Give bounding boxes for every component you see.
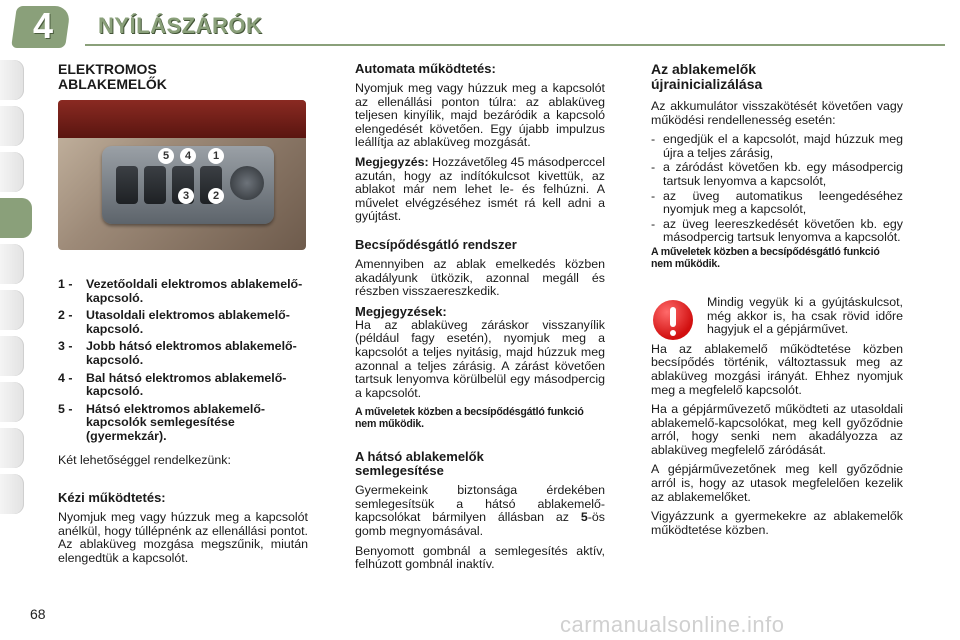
chapter-tab[interactable]: [0, 428, 24, 468]
rear-lock-text-2: Benyomott gombnál a semlegesítés aktív, felhúzott gombnál inaktív.: [355, 543, 605, 572]
page-number: 68: [30, 606, 46, 622]
column-1: [58, 62, 308, 572]
disabled-note: A műveletek közben a becsípődésgátló funkció nem működik.: [355, 406, 584, 431]
list-item: 5 - Hátsó elektromos ablakemelő-kapcsolók semlegesítése (gyermekzár).: [58, 401, 266, 443]
chapter-tab[interactable]: [0, 152, 24, 192]
reinit-title: Az ablakemelők újrainicializálása: [651, 61, 763, 92]
watermark: carmanualsonline.info: [560, 612, 785, 637]
list-item: - a záródást követően kb. egy másodpercig tartsuk lenyomva a kapcsolót,: [651, 160, 903, 188]
paragraph: Ha a gépjárművezető működteti az utasoldali ablakemelő-kapcsolókat, meg kell győződnie arról, hogy senki nem akadályozza az ablaküveg megfelelő záródását.: [651, 402, 903, 457]
callout-label: 5: [158, 148, 174, 164]
door-trim: [58, 100, 306, 138]
header-rule: [85, 44, 945, 46]
chapter-tab[interactable]: [0, 244, 24, 284]
note-paragraph: [355, 156, 605, 224]
warning-icon: [653, 300, 693, 340]
reinit-steps: [651, 133, 903, 245]
switch-icon: [144, 166, 166, 204]
rear-lock-text: Gyermekeink biztonsága érdekében semlegesítsük a hátsó ablakemelő-kapcsolókat bármilyen állásban az 5-ös gomb megnyomásával.: [355, 483, 605, 539]
list-item: - az üveg automatikus leengedéséhez nyomjuk meg a kapcsolót,: [651, 188, 903, 217]
paragraph: A gépjárművezetőnek meg kell győződnie arról is, hogy az utasok megfelelően kezelik az ablakemelőket.: [651, 462, 903, 504]
chapter-tabs: [0, 60, 30, 520]
callout-label: 3: [178, 188, 194, 204]
note-label: Megjegyzés:: [355, 154, 429, 169]
page-title: NYÍLÁSZÁRÓK: [98, 13, 263, 38]
notes-text: Ha az ablaküveg záráskor visszanyílik (például fagy esetén), nyomjuk meg a kapcsolót a teljes nyitásig, majd húzzuk meg azonnal a teljes zárásig. A zárást követően tartsuk lenyomva körülbelül egy másodpercig a kapcsolót.: [355, 317, 605, 400]
anti-pinch-title: Becsípődésgátló rendszer: [355, 236, 517, 252]
manual-title: Kézi működtetés:: [58, 490, 166, 506]
chapter-tab[interactable]: [0, 60, 24, 100]
callout-label: 4: [180, 148, 196, 164]
auto-text: Nyomjuk meg vagy húzzuk meg a kapcsolót az ellenállási ponton túlra: az ablaküveg teljesen kinyílik, majd bezáródik a kapcsoló elengedését követően. Egy újabb impulzus leállítja az ablaküveg mozgását.: [355, 81, 605, 150]
section-title: ELEKTROMOS ABLAKEMELŐK: [58, 61, 167, 92]
manual-text: Nyomjuk meg vagy húzzuk meg a kapcsolót anélkül, hogy túllépnénk az ellenállási pontot. Az ablaküveg mozgása megszűnik, miután elengedtük a kapcsolót.: [58, 510, 308, 565]
rear-lock-title: A hátsó ablakemelők semlegesítése: [355, 449, 484, 479]
paragraph: Vigyázzunk a gyermekekre az ablakemelők működtetése közben.: [651, 509, 903, 537]
notes-label: Megjegyzések:: [355, 303, 447, 319]
list-item: 3 - Jobb hátsó elektromos ablakemelő-kapcsoló.: [58, 339, 297, 367]
list-item: 4 - Bal hátsó elektromos ablakemelő-kapcsoló.: [58, 370, 287, 399]
column-3: [651, 62, 903, 543]
callout-label: 1: [208, 148, 224, 164]
callout-label: 2: [208, 188, 224, 204]
list-item: 2 - Utasoldali elektromos ablakemelő-kapcsoló.: [58, 308, 290, 336]
chapter-tab-active[interactable]: [0, 198, 32, 238]
switch-legend: [58, 278, 308, 444]
note-text: Hozzávetőleg 45 másodperccel azután, hogy az indítókulcsot kivettük, az ablakot már nem lehet le- és felhúzni. A művelet elvégzéséhez ismét rá kell adni a gyújtást.: [355, 154, 606, 224]
column-2: [355, 62, 605, 578]
chapter-tab[interactable]: [0, 382, 24, 422]
intro-text: Két lehetőséggel rendelkezünk:: [58, 452, 231, 467]
list-item: 1 - Vezetőoldali elektromos ablakemelő-kapcsoló.: [58, 277, 303, 305]
chapter-tab[interactable]: [0, 474, 24, 514]
warning-text: Mindig vegyük ki a gyújtáskulcsot, még akkor is, ha csak rövid időre hagyjuk el a gépjárművet.: [707, 294, 903, 337]
chapter-number: 4: [32, 5, 54, 46]
anti-pinch-text: Amennyiben az ablak emelkedés közben akadályunk ütközik, azonnal megáll és részben visszaereszkedik.: [355, 256, 605, 299]
paragraph: Ha az ablakemelő működtetése közben becsípődés történik, változtassuk meg az ablaküveg mozgási irányát. Ehhez nyomjuk meg a megfelelő kapcsolót.: [651, 341, 903, 397]
auto-title: Automata működtetés:: [355, 61, 496, 76]
chapter-tab[interactable]: [0, 106, 24, 146]
reinit-intro: Az akkumulátor visszakötését követően vagy működési rendellenesség esetén:: [651, 99, 903, 127]
chapter-tab[interactable]: [0, 290, 24, 330]
chapter-tab[interactable]: [0, 336, 24, 376]
warning-box: [651, 296, 903, 337]
list-item: - az üveg leereszkedését követően kb. egy másodpercig tartsuk lenyomva a kapcsolót.: [651, 216, 903, 245]
list-item: - engedjük el a kapcsolót, majd húzzuk meg újra a teljes zárásig,: [651, 132, 903, 160]
switch-icon: [116, 166, 138, 204]
mirror-knob-icon: [230, 166, 264, 200]
disabled-note: A műveletek közben a becsípődésgátló funkció nem működik.: [651, 245, 880, 270]
window-switch-photo: [58, 100, 306, 250]
